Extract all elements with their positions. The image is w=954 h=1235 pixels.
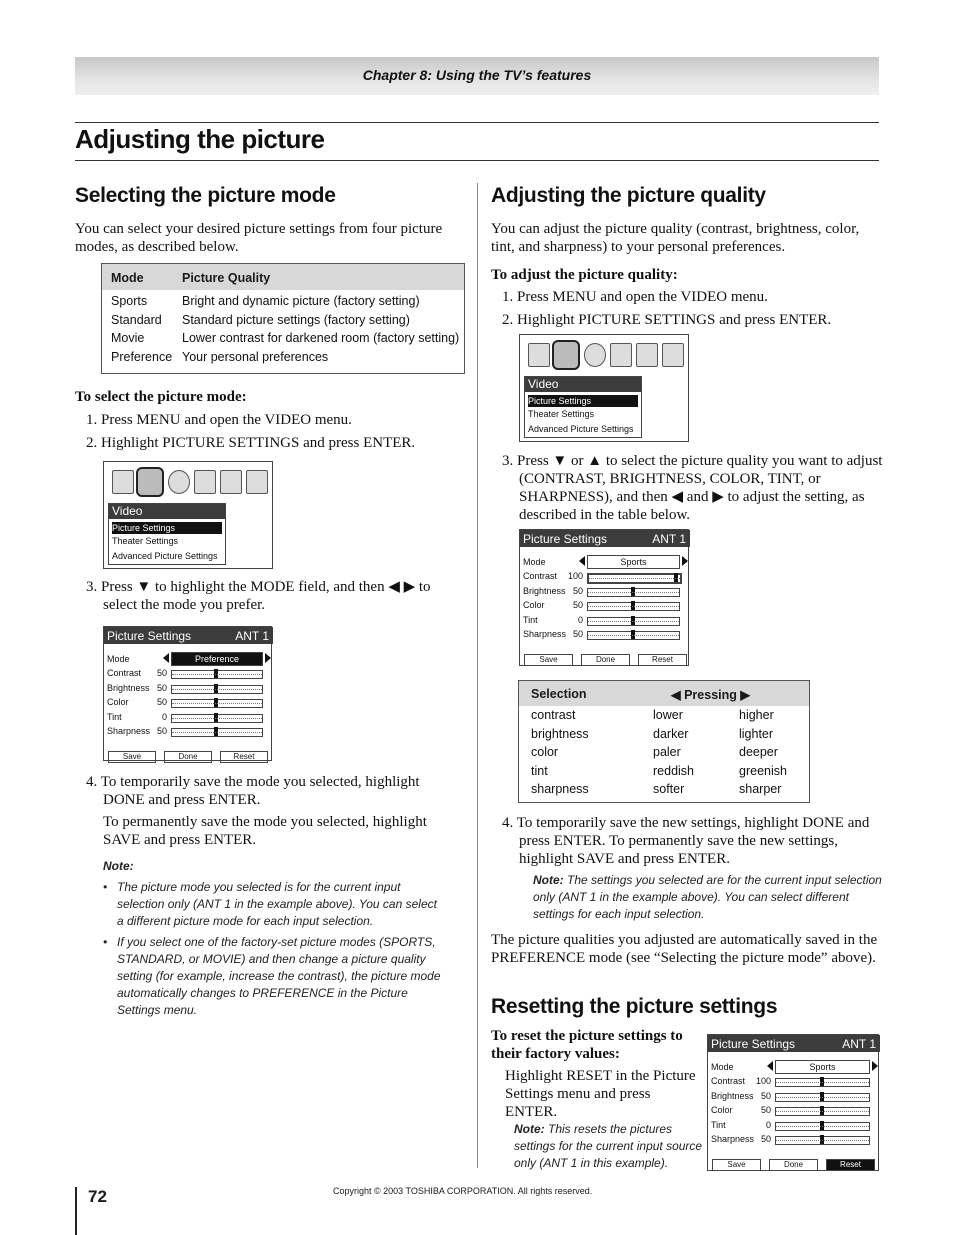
setting-value: 50: [156, 668, 167, 678]
setting-label: Color: [523, 600, 545, 610]
setting-label: Contrast: [523, 571, 558, 581]
body-line: Settings menu and press: [505, 1086, 651, 1102]
slider-thumb[interactable]: [631, 630, 635, 639]
slider-thumb[interactable]: [214, 669, 218, 678]
mode-left-arrow-icon[interactable]: [163, 653, 169, 663]
step-line: SHARPNESS), and then ◀ and ▶ to adjust the setting, as: [519, 489, 865, 505]
note-line: a different picture mode for each input selection.: [117, 914, 374, 928]
table-cell: darker: [653, 726, 689, 741]
menu-title: Picture Settings: [107, 629, 192, 643]
setting-label: Color: [711, 1105, 733, 1115]
mode-select[interactable]: Sports: [775, 1060, 870, 1074]
slider-thumb[interactable]: [214, 684, 218, 693]
slider-thumb[interactable]: [631, 601, 635, 610]
table-cell: color: [531, 745, 559, 759]
chapter-title: Chapter 8: Using the TV’s features: [362, 67, 592, 83]
to-select-label: To select the picture mode:: [75, 389, 247, 405]
save-button[interactable]: Save: [712, 1159, 761, 1171]
menu-title-bar: [708, 1035, 880, 1052]
setting-slider[interactable]: [775, 1107, 870, 1116]
table-cell: Preference: [111, 349, 173, 364]
setting-label: Brightness: [711, 1090, 754, 1101]
done-button[interactable]: Done: [769, 1159, 818, 1171]
bullet-marker: •: [103, 880, 108, 894]
menu-title-bar: [520, 530, 690, 547]
table-header: [102, 264, 464, 290]
setting-label: Tint: [711, 1119, 726, 1130]
menu-item-picture-settings[interactable]: Picture Settings: [112, 522, 222, 534]
mode-right-arrow-icon[interactable]: [265, 653, 271, 663]
setting-label: Sharpness: [523, 629, 567, 639]
right-step3: [502, 452, 882, 524]
setting-value: 100: [755, 1076, 771, 1086]
table-mode-column: [111, 292, 181, 366]
video-submenu: [524, 376, 642, 438]
disc-icon: [584, 343, 606, 367]
mode-right-arrow-icon[interactable]: [682, 556, 688, 566]
setting-label: Contrast: [711, 1076, 746, 1086]
left-step2: 2. Highlight PICTURE SETTINGS and press ENTER.: [86, 435, 416, 451]
table-cell: tint: [531, 763, 548, 778]
slider-thumb[interactable]: [820, 1135, 824, 1144]
left-step4-line4: SAVE and press ENTER.: [103, 832, 257, 848]
setting-label: Sharpness: [711, 1134, 755, 1144]
note-line: selection only (ANT 1 in the example above). You can select: [117, 897, 437, 911]
setting-slider[interactable]: [587, 617, 680, 626]
right-step2: 2. Highlight PICTURE SETTINGS and press ENTER.: [502, 312, 832, 328]
note-line: only (ANT 1 in the example above). You can select different: [533, 890, 849, 904]
video-submenu: [108, 503, 226, 565]
video-submenu-title: Video: [525, 377, 641, 392]
video-submenu-title: Video: [109, 504, 225, 519]
setting-value: 50: [760, 1134, 771, 1144]
step-line: 4. To temporarily save the new settings, highlight DONE and: [502, 815, 870, 831]
setting-value: 50: [760, 1090, 771, 1101]
setting-slider[interactable]: [171, 714, 263, 723]
page-title: Adjusting the picture: [75, 124, 325, 154]
setting-slider[interactable]: [775, 1093, 870, 1102]
setting-slider[interactable]: [775, 1136, 870, 1145]
left-step3-line1: 3. Press ▼ to highlight the MODE field, and then ◀ ▶ to: [86, 579, 431, 595]
label-line: To reset the picture settings to: [491, 1028, 683, 1044]
right-note: [533, 872, 882, 923]
setting-label: Contrast: [107, 668, 142, 678]
table-cell: Standard picture settings (factory setting): [182, 312, 410, 327]
setting-label: Tint: [107, 711, 122, 722]
table-cell: contrast: [531, 708, 576, 722]
step-line: press ENTER. To permanently save the new settings,: [519, 833, 839, 849]
video-icon: [552, 340, 580, 370]
note-line: settings for the current input source: [514, 1139, 703, 1153]
title-rule-bottom: [75, 160, 879, 161]
left-note-bullet2: [117, 934, 441, 1019]
mode-left-arrow-icon[interactable]: [767, 1061, 773, 1071]
table-cell: Standard: [111, 312, 162, 327]
column-divider: [477, 183, 478, 1168]
setting-value: 50: [156, 726, 167, 736]
menu-item-advanced-picture-settings[interactable]: Advanced Picture Settings: [528, 424, 634, 434]
mode-left-arrow-icon[interactable]: [579, 556, 585, 566]
save-button[interactable]: Save: [108, 751, 156, 763]
table-header-quality: Picture Quality: [182, 271, 271, 285]
menu-item-picture-settings[interactable]: Picture Settings: [528, 395, 638, 407]
table-cell: Bright and dynamic picture (factory setting): [182, 294, 420, 308]
page-number: 72: [88, 1187, 107, 1206]
table-decrease-column: [653, 706, 694, 799]
note-line: If you select one of the factory-set picture modes (SPORTS,: [117, 935, 436, 949]
note-line: The settings you selected are for the current input selection: [563, 873, 882, 887]
adjusting-quality-heading: Adjusting the picture quality: [491, 184, 766, 207]
left-step3-line2: select the mode you prefer.: [103, 597, 266, 613]
note-line: settings for each input selection.: [533, 907, 705, 921]
table-cell: brightness: [531, 726, 589, 741]
table-cell: reddish: [653, 763, 694, 778]
picture-settings-menu-left: [103, 626, 272, 761]
table-cell: Movie: [111, 331, 145, 345]
setting-value: 50: [156, 697, 167, 707]
table-cell: deeper: [739, 745, 778, 759]
slider-thumb[interactable]: [214, 727, 218, 736]
video-menu-screenshot-right: [519, 334, 689, 442]
setting-value: 0: [161, 711, 167, 722]
setup-icon: [662, 343, 684, 367]
setting-label: Tint: [523, 614, 538, 625]
slider-thumb[interactable]: [214, 713, 218, 722]
table-cell: lighter: [739, 726, 774, 741]
setting-slider[interactable]: [171, 699, 263, 708]
to-adjust-label: To adjust the picture quality:: [491, 267, 678, 283]
left-note-bullet1: [117, 879, 437, 930]
left-step1: 1. Press MENU and open the VIDEO menu.: [86, 412, 352, 428]
right-note-label: Note:: [533, 873, 564, 887]
left-intro-line2: modes, as described below.: [75, 239, 239, 255]
left-step4-line1: 4. To temporarily save the mode you selected, highlight: [86, 774, 420, 790]
setting-value: 100: [567, 571, 583, 581]
audio-icon: [112, 470, 134, 494]
setting-value: 50: [760, 1105, 771, 1115]
picture-quality-table: [518, 680, 810, 803]
slider-thumb[interactable]: [631, 587, 635, 596]
setting-slider[interactable]: [587, 573, 682, 584]
input-source: ANT 1: [652, 532, 686, 546]
setting-value: 50: [156, 682, 167, 693]
note-line: only (ANT 1 in this example).: [514, 1156, 669, 1170]
reset-button[interactable]: Reset: [220, 751, 268, 763]
setting-slider[interactable]: [775, 1122, 870, 1131]
disc-icon: [168, 470, 190, 494]
title-rule-top: [75, 122, 879, 123]
left-note-label: Note:: [103, 859, 134, 873]
setting-value: 50: [572, 585, 583, 596]
save-button[interactable]: Save: [524, 654, 573, 666]
mode-right-arrow-icon[interactable]: [872, 1061, 878, 1071]
table-cell: paler: [653, 745, 681, 759]
setting-value: 50: [572, 629, 583, 639]
step-line: (CONTRAST, BRIGHTNESS, COLOR, TINT, or: [519, 471, 821, 487]
paragraph-line: The picture qualities you adjusted are automatically saved in the: [491, 932, 878, 948]
setting-value: 0: [765, 1119, 771, 1130]
table-cell: sharper: [739, 782, 782, 796]
setting-value: 50: [572, 600, 583, 610]
table-header-mode: Mode: [111, 271, 144, 285]
menu-title: Picture Settings: [711, 1037, 796, 1051]
label-line: their factory values:: [491, 1046, 620, 1062]
reset-note: [514, 1121, 702, 1172]
note-line: Settings menu.: [117, 1003, 198, 1017]
setting-slider[interactable]: [171, 685, 263, 694]
picture-settings-menu-reset: [707, 1034, 879, 1171]
menu-title-bar: [104, 627, 273, 644]
video-menu-screenshot-left: [103, 461, 273, 569]
slider-thumb[interactable]: [820, 1106, 824, 1115]
mode-select[interactable]: Sports: [587, 555, 680, 569]
preferences-icon: [194, 470, 216, 494]
copyright: Copyright © 2003 TOSHIBA CORPORATION. All rights reserved.: [333, 1186, 593, 1196]
setting-slider[interactable]: [587, 631, 680, 640]
table-cell: sharpness: [531, 782, 589, 796]
table-header: [519, 681, 809, 706]
right-step4: [502, 814, 869, 868]
note-line: STANDARD, or MOVIE) and then change a picture quality: [117, 952, 426, 966]
setting-slider[interactable]: [587, 602, 680, 611]
table-cell: softer: [653, 782, 685, 796]
step-line: described in the table below.: [519, 507, 691, 523]
right-intro-line2: tint, and sharpness) to your personal preferences.: [491, 239, 786, 255]
mode-select[interactable]: Preference: [171, 652, 263, 666]
table-header-pressing: ◀ Pressing ▶: [671, 688, 750, 702]
table-cell: Your personal preferences: [182, 349, 329, 364]
note-line: This resets the pictures: [544, 1122, 673, 1136]
mode-label: Mode: [107, 654, 130, 664]
setting-label: Color: [107, 697, 129, 707]
note-line: setting (for example, increase the contrast), the picture mode: [117, 969, 441, 983]
table-header-selection: Selection: [531, 687, 587, 701]
resetting-heading: Resetting the picture settings: [491, 995, 778, 1018]
setting-label: Brightness: [107, 682, 150, 693]
bullet-marker: •: [103, 935, 108, 949]
left-step4-line3: To permanently save the mode you selected, highlight: [103, 814, 427, 830]
step-line: 3. Press ▼ or ▲ to select the picture quality you want to adjust: [502, 453, 883, 469]
preferences-icon: [610, 343, 632, 367]
reset-button[interactable]: Reset: [826, 1159, 875, 1171]
auto-saved-paragraph: [491, 931, 877, 967]
slider-thumb[interactable]: [214, 698, 218, 707]
body-line: ENTER.: [505, 1104, 558, 1120]
table-quality-column: [182, 292, 462, 366]
left-step4-line2: DONE and press ENTER.: [103, 792, 261, 808]
setting-value: 0: [577, 614, 583, 625]
step-line: highlight SAVE and press ENTER.: [519, 851, 730, 867]
body-line: Highlight RESET in the Picture: [505, 1068, 696, 1084]
setting-label: Brightness: [523, 585, 566, 596]
done-button[interactable]: Done: [164, 751, 212, 763]
menu-title: Picture Settings: [523, 532, 608, 546]
mode-label: Mode: [711, 1062, 734, 1072]
picture-mode-table: [101, 263, 465, 374]
right-intro-line1: You can adjust the picture quality (contrast, brightness, color,: [491, 221, 860, 237]
slider-thumb[interactable]: [820, 1121, 824, 1130]
input-source: ANT 1: [235, 629, 269, 643]
mode-label: Mode: [523, 557, 546, 567]
menu-item-advanced-picture-settings[interactable]: Advanced Picture Settings: [112, 551, 218, 561]
input-source: ANT 1: [842, 1037, 876, 1051]
setting-slider[interactable]: [171, 728, 263, 737]
video-icon: [136, 467, 164, 497]
setting-slider[interactable]: [587, 588, 680, 597]
slider-thumb[interactable]: [631, 616, 635, 625]
table-cell: Sports: [111, 294, 148, 308]
audio-icon: [528, 343, 550, 367]
slider-thumb[interactable]: [820, 1077, 824, 1086]
setting-label: Sharpness: [107, 726, 151, 736]
slider-thumb[interactable]: [674, 573, 678, 582]
reset-note-label: Note:: [514, 1122, 545, 1136]
lock-icon: [220, 470, 242, 494]
table-selection-column: [531, 706, 589, 799]
menu-item-theater-settings[interactable]: Theater Settings: [112, 536, 179, 546]
selecting-mode-heading: Selecting the picture mode: [75, 184, 336, 207]
table-cell: Lower contrast for darkened room (factory setting): [182, 331, 460, 345]
reset-label: [491, 1027, 683, 1063]
lock-icon: [636, 343, 658, 367]
setup-icon: [246, 470, 268, 494]
setting-slider[interactable]: [171, 670, 263, 679]
done-button[interactable]: Done: [581, 654, 630, 666]
reset-body: [505, 1067, 696, 1121]
menu-item-theater-settings[interactable]: Theater Settings: [528, 409, 595, 419]
picture-settings-menu-right: [519, 529, 689, 666]
note-line: automatically changes to PREFERENCE in the Picture: [117, 986, 408, 1000]
table-cell: greenish: [739, 763, 787, 778]
table-cell: lower: [653, 708, 683, 722]
footer-rule: [75, 1187, 77, 1235]
setting-slider[interactable]: [775, 1078, 870, 1087]
table-increase-column: [739, 706, 787, 799]
slider-thumb[interactable]: [820, 1092, 824, 1101]
table-cell: higher: [739, 708, 774, 722]
paragraph-line: PREFERENCE mode (see “Selecting the picture mode” above).: [491, 950, 876, 966]
reset-button[interactable]: Reset: [638, 654, 687, 666]
right-step1: 1. Press MENU and open the VIDEO menu.: [502, 289, 768, 305]
left-intro-line1: You can select your desired picture settings from four picture: [75, 221, 443, 237]
note-line: The picture mode you selected is for the current input: [117, 880, 401, 894]
